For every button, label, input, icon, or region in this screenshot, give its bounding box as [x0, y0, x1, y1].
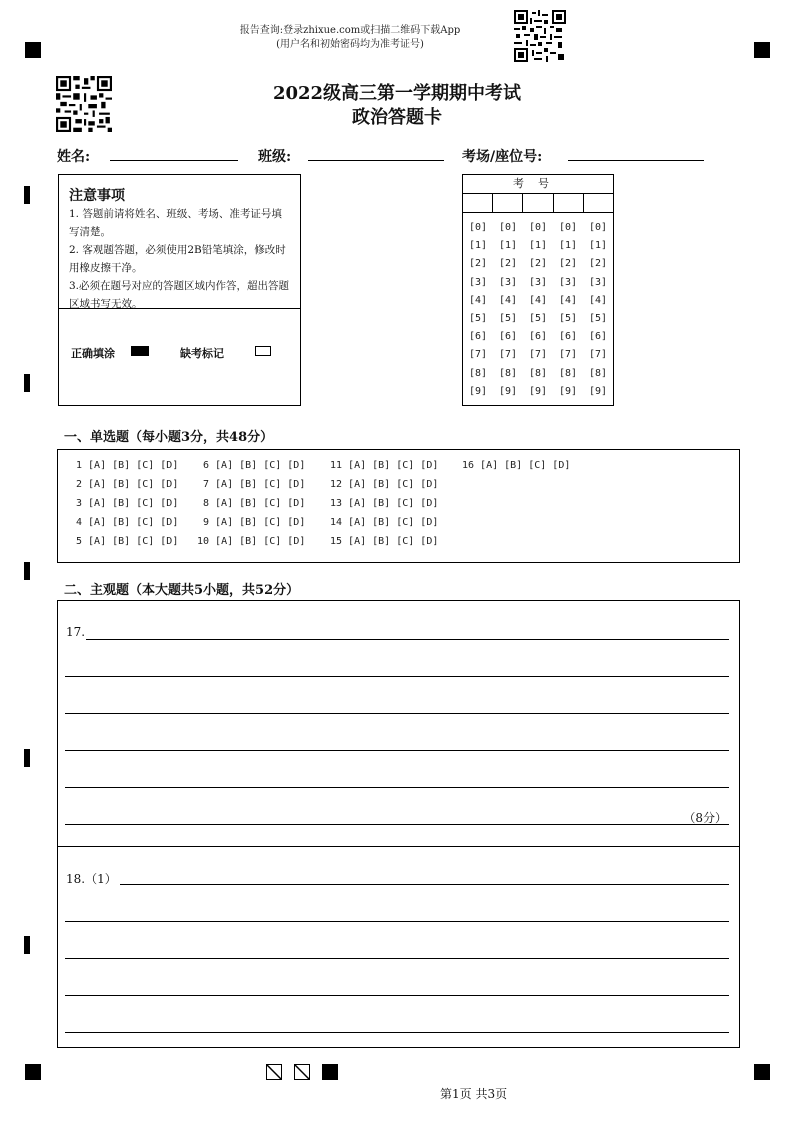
exam-number-bubble[interactable]: [1] [498, 240, 518, 252]
exam-number-bubble[interactable]: [0] [498, 222, 518, 233]
exam-number-title: 考号 [463, 175, 613, 194]
q17-label: 17. [66, 625, 86, 639]
exam-number-bubble[interactable]: [3] [588, 276, 608, 288]
q18-answer-line[interactable] [65, 958, 729, 959]
exam-number-bubble[interactable]: [2] [558, 258, 578, 270]
notes-item: 1. 答题前请将姓名、班级、考场、准考证号填写清楚。 [69, 208, 282, 238]
question-12-options[interactable]: 12 [A] [B] [C] [D] [330, 479, 439, 490]
exam-number-bubble[interactable]: [0] [528, 222, 548, 233]
notes-item: 2. 客观题答题，必须使用2B铅笔填涂，修改时用橡皮擦干净。 [69, 244, 286, 274]
exam-number-cell[interactable] [463, 194, 493, 212]
q17-answer-line[interactable] [65, 713, 729, 714]
exam-number-bubble[interactable]: [6] [468, 331, 488, 343]
question-5-options[interactable]: 5 [A] [B] [C] [D] [76, 536, 179, 547]
exam-number-bubble[interactable]: [5] [498, 313, 518, 325]
notes-box [58, 174, 301, 406]
exam-number-bubble[interactable]: [9] [528, 385, 548, 397]
q18-answer-line[interactable] [65, 995, 729, 996]
question-15-options[interactable]: 15 [A] [B] [C] [D] [330, 536, 439, 547]
timing-mark [24, 374, 30, 392]
exam-number-bubble[interactable]: [0] [468, 222, 488, 233]
report-query-line1: 报告查询:登录zhixue.com或扫描二维码下载App [239, 25, 461, 36]
timing-mark [24, 562, 30, 580]
exam-number-bubble[interactable]: [5] [588, 313, 608, 325]
exam-number-bubble[interactable]: [6] [588, 331, 608, 343]
exam-number-bubble[interactable]: [0] [558, 222, 578, 233]
exam-number-column [583, 219, 613, 401]
question-9-options[interactable]: 9 [A] [B] [C] [D] [203, 517, 306, 528]
exam-number-bubble[interactable]: [7] [558, 349, 578, 361]
exam-number-bubble[interactable]: [1] [528, 240, 548, 252]
exam-number-bubble[interactable]: [2] [468, 258, 488, 270]
timing-mark [24, 186, 30, 204]
correct-fill-label: 正确填涂 [71, 347, 115, 360]
q18-label: 18.（1） [66, 872, 117, 886]
exam-number-bubble[interactable]: [3] [528, 276, 548, 288]
name-field[interactable] [110, 160, 238, 161]
exam-number-cell[interactable] [523, 194, 553, 212]
page-number: 第1页 共3页 [440, 1087, 508, 1101]
q17-answer-line[interactable] [65, 787, 729, 788]
exam-number-bubble[interactable]: [8] [588, 367, 608, 379]
corner-mark-bottom-left [25, 1064, 41, 1080]
report-query-line2: (用户名和初始密码均为准考证号) [276, 39, 424, 50]
exam-number-grid [462, 174, 614, 406]
timing-mark [24, 936, 30, 954]
exam-number-bubble[interactable]: [4] [558, 294, 578, 306]
exam-number-bubble[interactable]: [7] [528, 349, 548, 361]
exam-number-bubble[interactable]: [4] [498, 294, 518, 306]
answer-sheet-title: 政治答题卡 [352, 107, 442, 128]
name-label: 姓名: [57, 149, 91, 165]
corner-mark-top-left [25, 42, 41, 58]
exam-number-bubble[interactable]: [9] [468, 385, 488, 397]
notes-title: 注意事项 [69, 188, 125, 204]
single-choice-box [57, 449, 740, 563]
exam-number-bubble[interactable]: [8] [528, 367, 548, 379]
exam-number-bubble[interactable]: [6] [528, 331, 548, 343]
page-indicator-slash-box [266, 1064, 282, 1080]
exam-number-column [463, 219, 493, 401]
exam-number-bubble[interactable]: [0] [588, 222, 608, 233]
question-4-options[interactable]: 4 [A] [B] [C] [D] [76, 517, 179, 528]
exam-title: 2022级高三第一学期期中考试 [272, 83, 522, 104]
question-8-options[interactable]: 8 [A] [B] [C] [D] [203, 498, 306, 509]
exam-number-bubble[interactable]: [4] [528, 294, 548, 306]
exam-number-bubble[interactable]: [6] [558, 331, 578, 343]
q17-answer-box [57, 600, 740, 847]
exam-number-bubble[interactable]: [2] [528, 258, 548, 270]
question-13-options[interactable]: 13 [A] [B] [C] [D] [330, 498, 439, 509]
page-indicator-slash-box [294, 1064, 310, 1080]
exam-number-bubble[interactable]: [3] [558, 276, 578, 288]
question-11-options[interactable]: 11 [A] [B] [C] [D] [330, 460, 439, 471]
exam-number-bubble[interactable]: [4] [468, 294, 488, 306]
exam-number-bubble[interactable]: [5] [528, 313, 548, 325]
q17-answer-line[interactable] [65, 676, 729, 677]
question-6-options[interactable]: 6 [A] [B] [C] [D] [203, 460, 306, 471]
seat-label: 考场/座位号: [462, 149, 543, 165]
q18-answer-line[interactable] [65, 1032, 729, 1033]
exam-number-bubble[interactable]: [4] [588, 294, 608, 306]
exam-number-bubble[interactable]: [9] [558, 385, 578, 397]
exam-number-bubble[interactable]: [8] [468, 367, 488, 379]
seat-field[interactable] [568, 160, 704, 161]
exam-number-bubble[interactable]: [1] [588, 240, 608, 252]
exam-number-bubble[interactable]: [2] [588, 258, 608, 270]
exam-number-bubble[interactable]: [7] [498, 349, 518, 361]
question-16-options[interactable]: 16 [A] [B] [C] [D] [462, 460, 571, 471]
exam-number-bubble[interactable]: [5] [468, 313, 488, 325]
question-7-options[interactable]: 7 [A] [B] [C] [D] [203, 479, 306, 490]
question-14-options[interactable]: 14 [A] [B] [C] [D] [330, 517, 439, 528]
exam-number-bubble[interactable]: [2] [498, 258, 518, 270]
exam-number-bubble-columns [463, 213, 613, 401]
exam-number-bubble[interactable]: [1] [558, 240, 578, 252]
exam-number-bubble[interactable]: [6] [498, 331, 518, 343]
q17-score: （8分） [683, 811, 727, 825]
q18-answer-box [57, 846, 740, 1048]
question-3-options[interactable]: 3 [A] [B] [C] [D] [76, 498, 179, 509]
q17-answer-line[interactable] [65, 824, 729, 825]
class-field[interactable] [308, 160, 444, 161]
corner-mark-top-right [754, 42, 770, 58]
report-query-notice [215, 24, 485, 52]
absent-mark-checkbox[interactable] [255, 346, 271, 356]
timing-mark [24, 749, 30, 767]
exam-number-bubble[interactable]: [9] [588, 385, 608, 397]
absent-mark-label: 缺考标记 [180, 347, 224, 360]
q17-answer-line[interactable] [65, 750, 729, 751]
exam-number-bubble[interactable]: [1] [468, 240, 488, 252]
exam-number-column [523, 219, 553, 401]
class-label: 班级: [258, 149, 292, 165]
question-10-options[interactable]: 10 [A] [B] [C] [D] [197, 536, 306, 547]
section2-title: 二、主观题（本大题共5小题，共52分） [64, 583, 300, 598]
section1-title: 一、单选题（每小题3分，共48分） [64, 430, 274, 445]
correct-fill-sample [131, 346, 149, 356]
exam-number-bubble[interactable]: [7] [468, 349, 488, 361]
exam-number-bubble[interactable]: [3] [498, 276, 518, 288]
notes-item: 3.必须在题号对应的答题区域内作答，超出答题区域书写无效。 [69, 280, 290, 310]
q17-answer-line[interactable] [86, 639, 729, 640]
exam-number-bubble[interactable]: [8] [498, 367, 518, 379]
exam-number-column [553, 219, 583, 401]
q18-answer-line[interactable] [120, 884, 729, 885]
app-download-qr-code[interactable] [514, 10, 566, 62]
question-1-options[interactable]: 1 [A] [B] [C] [D] [76, 460, 179, 471]
exam-number-bubble[interactable]: [8] [558, 367, 578, 379]
exam-number-write-cells[interactable] [463, 194, 613, 213]
exam-number-column [493, 219, 523, 401]
exam-number-bubble[interactable]: [3] [468, 276, 488, 288]
exam-number-bubble[interactable]: [9] [498, 385, 518, 397]
question-2-options[interactable]: 2 [A] [B] [C] [D] [76, 479, 179, 490]
corner-mark-bottom-right [754, 1064, 770, 1080]
exam-number-cell[interactable] [493, 194, 523, 212]
page-indicator-filled-box [322, 1064, 338, 1080]
exam-number-cell[interactable] [584, 194, 613, 212]
exam-number-cell[interactable] [554, 194, 584, 212]
exam-number-bubble[interactable]: [7] [588, 349, 608, 361]
exam-number-bubble[interactable]: [5] [558, 313, 578, 325]
q18-answer-line[interactable] [65, 921, 729, 922]
